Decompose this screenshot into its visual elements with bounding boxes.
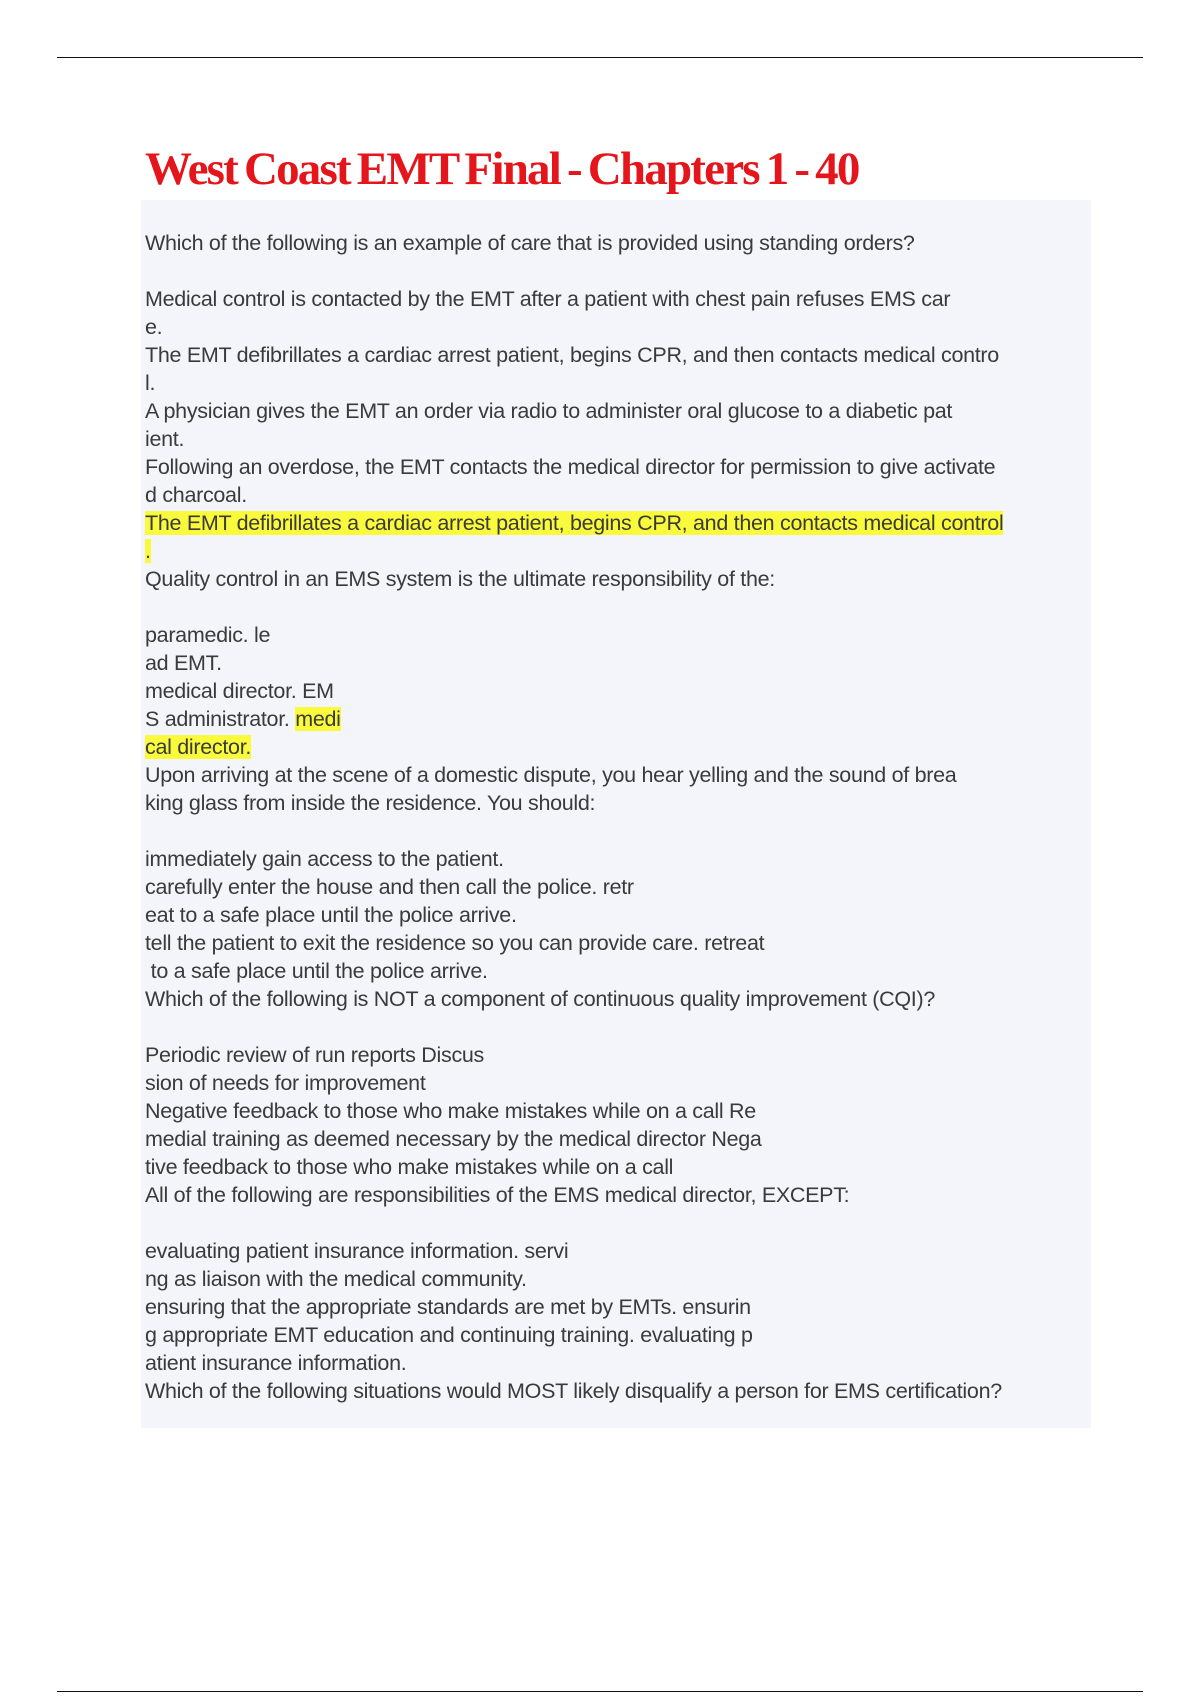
- answer-option: d charcoal.: [145, 483, 247, 507]
- answer-option: tive feedback to those who make mistakes while on a call: [145, 1155, 674, 1179]
- correct-answer-line: [145, 733, 1145, 761]
- correct-answer-line: [145, 537, 1145, 565]
- answer-option: Following an overdose, the EMT contacts the medical director for permission to give activate: [145, 455, 996, 479]
- question-1: Which of the following is an example of care that is provided using standing orders?: [145, 231, 915, 255]
- answer-option: Periodic review of run reports Discus: [145, 1043, 484, 1067]
- highlighted-answer: cal director.: [145, 735, 252, 759]
- document-title: West Coast EMT Final - Chapters 1 - 40: [145, 143, 859, 195]
- answer-option: A physician gives the EMT an order via radio to administer oral glucose to a diabetic pat: [145, 399, 953, 423]
- answer-option: ient.: [145, 427, 185, 451]
- top-rule: [57, 57, 1143, 58]
- question-2: Quality control in an EMS system is the ultimate responsibility of the:: [145, 567, 775, 591]
- question-5: All of the following are responsibilities of the EMS medical director, EXCEPT:: [145, 1183, 850, 1207]
- answer-option: eat to a safe place until the police arrive.: [145, 903, 517, 927]
- answer-option: e.: [145, 315, 163, 339]
- highlighted-answer: .: [145, 539, 151, 563]
- answer-option: medial training as deemed necessary by the medical director Nega: [145, 1127, 762, 1151]
- answer-option: g appropriate EMT education and continuing training. evaluating p: [145, 1323, 753, 1347]
- blank-line: [145, 817, 1145, 845]
- blank-line: [145, 1209, 1145, 1237]
- answer-option: Medical control is contacted by the EMT after a patient with chest pain refuses EMS car: [145, 287, 951, 311]
- question-6: Which of the following situations would MOST likely disqualify a person for EMS certification?: [145, 1379, 1002, 1403]
- answer-option: ensuring that the appropriate standards are met by EMTs. ensurin: [145, 1295, 751, 1319]
- answer-option: immediately gain access to the patient.: [145, 847, 504, 871]
- highlighted-answer: The EMT defibrillates a cardiac arrest patient, begins CPR, and then contacts medical control: [145, 511, 1004, 535]
- document-body: [145, 229, 1145, 1405]
- answer-option-with-answer: [145, 705, 1145, 733]
- answer-option: sion of needs for improvement: [145, 1071, 426, 1095]
- answer-option: The EMT defibrillates a cardiac arrest patient, begins CPR, and then contacts medical contro: [145, 343, 999, 367]
- answer-option: l.: [145, 371, 156, 395]
- question-3-cont: king glass from inside the residence. You should:: [145, 791, 596, 815]
- answer-option: to a safe place until the police arrive.: [145, 959, 488, 983]
- answer-option: evaluating patient insurance information. servi: [145, 1239, 569, 1263]
- answer-option: carefully enter the house and then call the police. retr: [145, 875, 634, 899]
- answer-option: medical director. EM: [145, 679, 334, 703]
- answer-option: ng as liaison with the medical community.: [145, 1267, 527, 1291]
- answer-option: S administrator.: [145, 707, 296, 731]
- blank-line: [145, 1013, 1145, 1041]
- highlighted-answer: medi: [295, 707, 341, 731]
- answer-option: Negative feedback to those who make mistakes while on a call Re: [145, 1099, 756, 1123]
- blank-line: [145, 257, 1145, 285]
- answer-option: atient insurance information.: [145, 1351, 407, 1375]
- blank-line: [145, 593, 1145, 621]
- correct-answer-line: [145, 509, 1145, 537]
- answer-option: tell the patient to exit the residence so you can provide care. retreat: [145, 931, 765, 955]
- question-4: Which of the following is NOT a component of continuous quality improvement (CQI)?: [145, 987, 935, 1011]
- bottom-rule: [57, 1691, 1143, 1692]
- answer-option: paramedic. le: [145, 623, 271, 647]
- question-3: Upon arriving at the scene of a domestic dispute, you hear yelling and the sound of brea: [145, 763, 957, 787]
- answer-option: ad EMT.: [145, 651, 222, 675]
